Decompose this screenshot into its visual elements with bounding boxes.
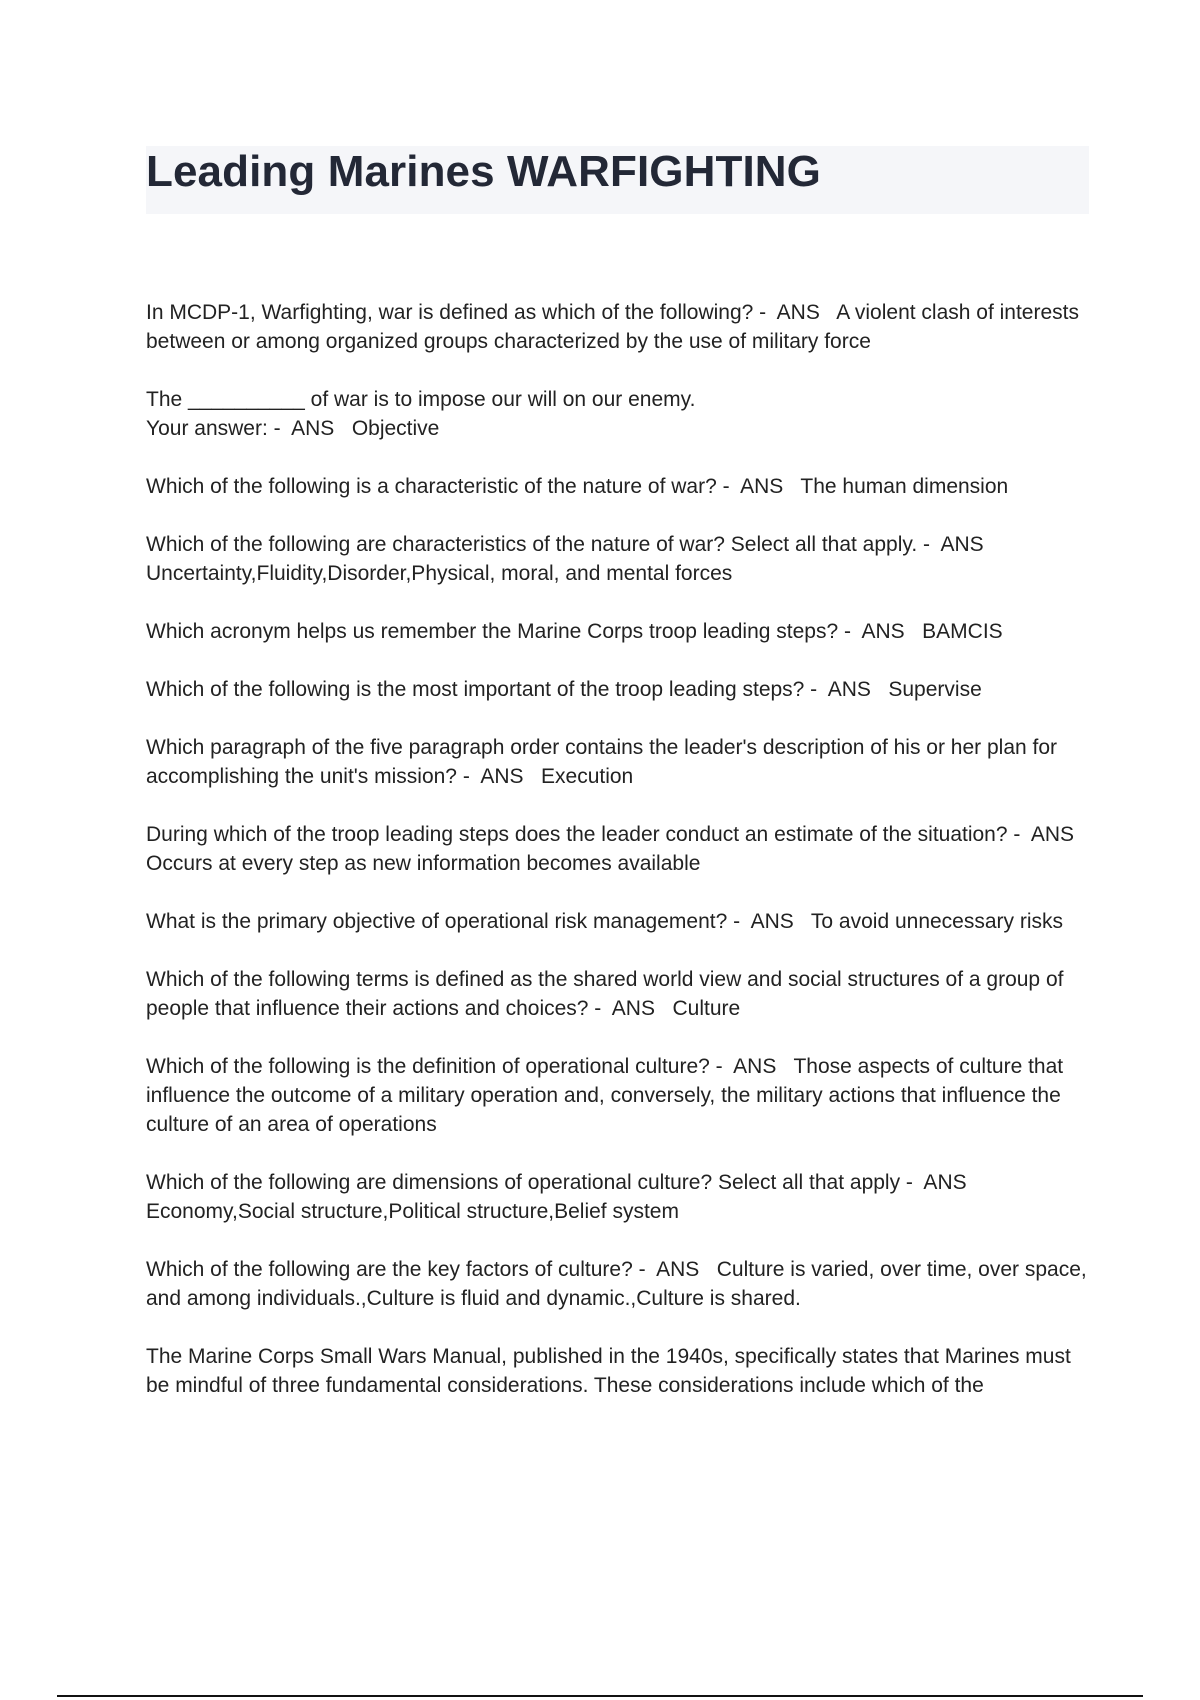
qa-item: Which paragraph of the five paragraph order contains the leader's description of his or her plan for accomplishing the unit's mission? - ANS Execution [146, 736, 1063, 788]
qa-item: The Marine Corps Small Wars Manual, published in the 1940s, specifically states that Marines must be mindful of three fundamental considerations. These considerations include which of the [146, 1345, 1077, 1397]
footer-divider [57, 1695, 1143, 1697]
qa-item: The __________ of war is to impose our will on our enemy. Your answer: - ANS Objective [146, 388, 696, 440]
qa-item: Which acronym helps us remember the Marine Corps troop leading steps? - ANS BAMCIS [146, 620, 1003, 643]
qa-item: Which of the following terms is defined as the shared world view and social structures of a group of people that influence their actions and choices? - ANS Culture [146, 968, 1070, 1020]
qa-item: Which of the following are the key factors of culture? - ANS Culture is varied, over time, over space, and among individuals.,Culture is fluid and dynamic.,Culture is shared. [146, 1258, 1093, 1310]
qa-item: Which of the following is a characteristic of the nature of war? - ANS The human dimension [146, 475, 1009, 498]
qa-item: Which of the following are dimensions of operational culture? Select all that apply - ANS Economy,Social structure,Political structure,Belief system [146, 1171, 985, 1223]
qa-item: What is the primary objective of operational risk management? - ANS To avoid unnecessary risks [146, 910, 1064, 933]
qa-list [146, 298, 1093, 1400]
title-block [146, 146, 1089, 214]
qa-item: Which of the following is the definition of operational culture? - ANS Those aspects of culture that influence the outcome of a military operation and, conversely, the military actions that influence the culture of an area of operations [146, 1055, 1069, 1136]
qa-item: In MCDP-1, Warfighting, war is defined as which of the following? - ANS A violent clash of interests between or among organized groups characterized by the use of military force [146, 301, 1085, 353]
qa-item: Which of the following are characteristics of the nature of war? Select all that apply. - ANS Uncertainty,Fluidity,Disorder,Physical, moral, and mental forces [146, 533, 1002, 585]
page-title: Leading Marines WARFIGHTING [146, 147, 821, 196]
qa-item: During which of the troop leading steps does the leader conduct an estimate of the situation? - ANS Occurs at every step as new information becomes available [146, 823, 1092, 875]
qa-item: Which of the following is the most important of the troop leading steps? - ANS Supervise [146, 678, 982, 701]
